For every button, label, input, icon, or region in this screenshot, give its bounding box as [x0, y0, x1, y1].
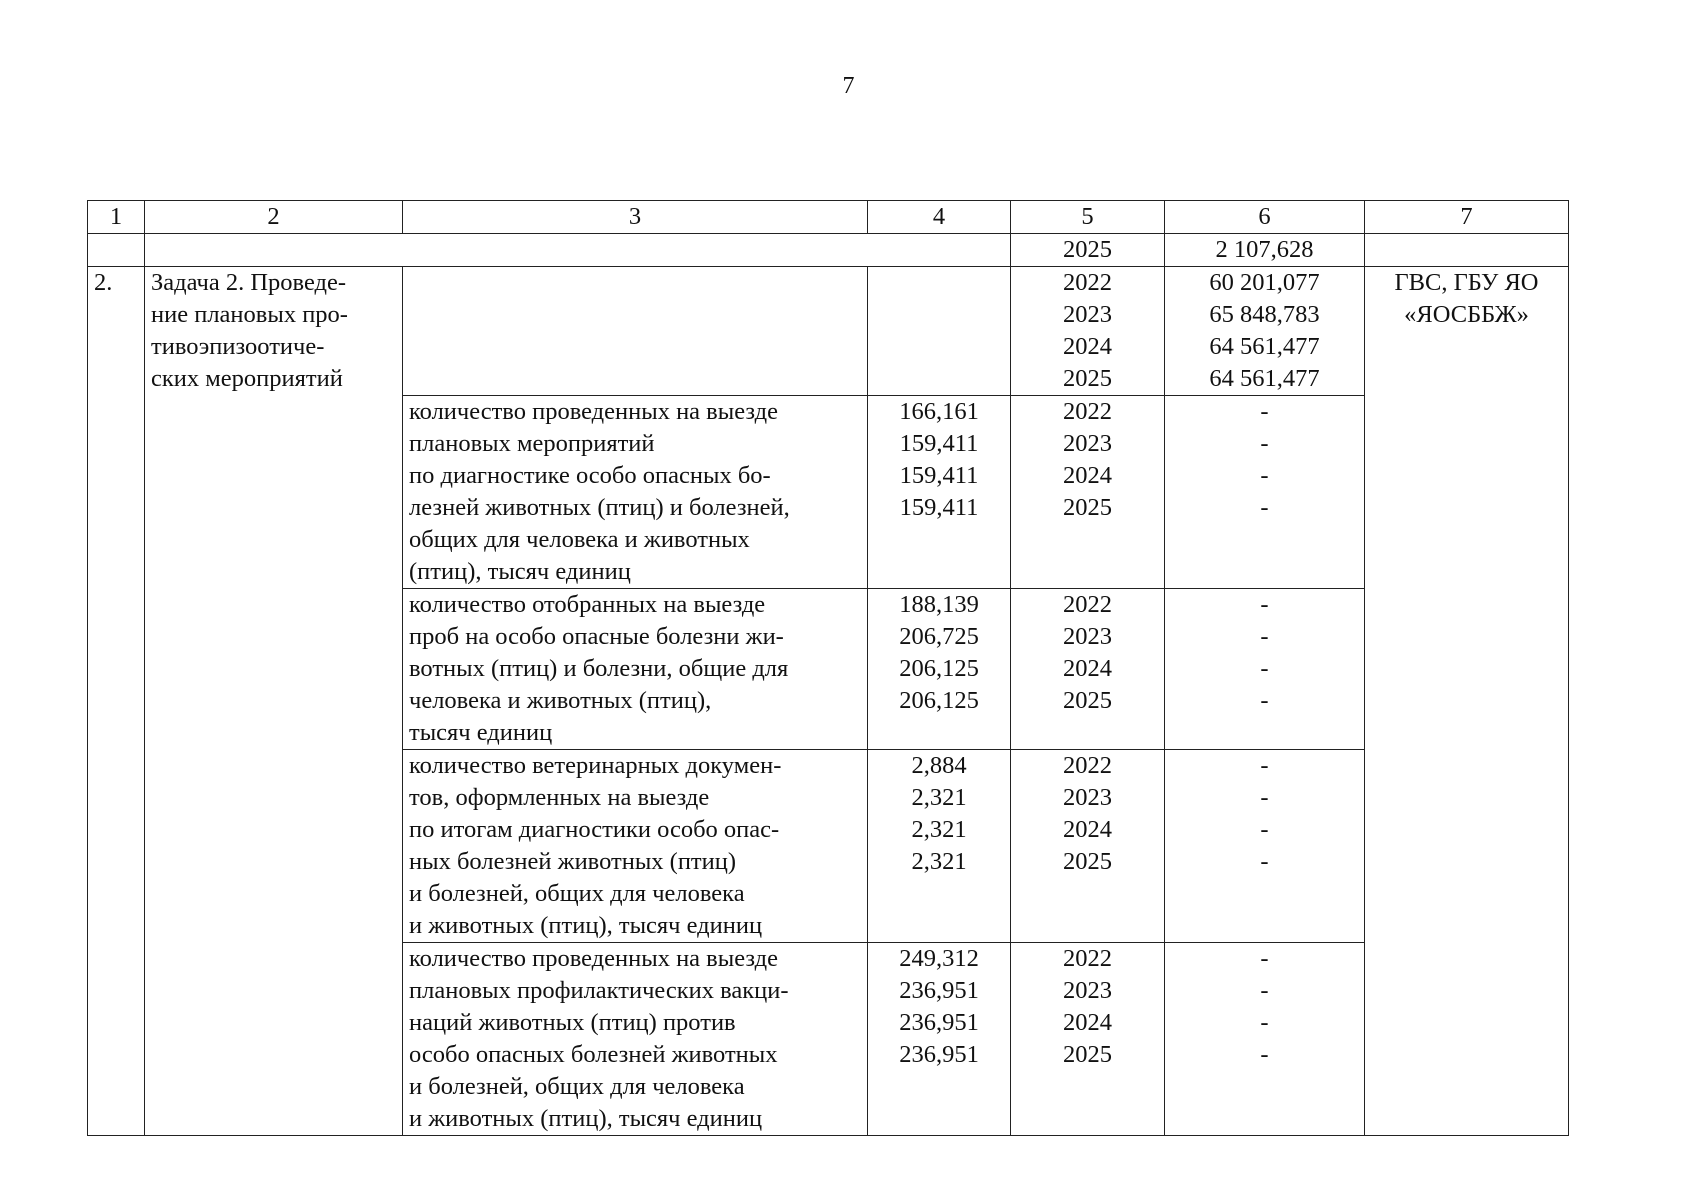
indicator-text: количество отобранных на выезде проб на особо опасные болезни жи- вотных (птиц) и болезни, общие для человека и животных (птиц), тысяч единиц: [403, 589, 868, 750]
header-cell: 1: [88, 201, 145, 234]
indicator-values: 166,161 159,411 159,411 159,411: [868, 396, 1011, 589]
indicator-values: 249,312 236,951 236,951 236,951: [868, 943, 1011, 1136]
empty-cell: [403, 267, 868, 396]
measures-table: [87, 200, 1569, 1136]
indicator-text: количество ветеринарных докумен- тов, оформленных на выезде по итогам диагностики особо опас- ных болезней животных (птиц) и болезней, общих для человека и животных (птиц), тысяч единиц: [403, 750, 868, 943]
indicator-years: 2022 2023 2024 2025: [1011, 750, 1165, 943]
indicator-amounts: - - - -: [1165, 589, 1365, 750]
indicator-text: количество проведенных на выезде плановых профилактических вакци- наций животных (птиц) против особо опасных болезней животных и болезней, общих для человека и животных (птиц), тысяч единиц: [403, 943, 868, 1136]
header-cell: 2: [145, 201, 403, 234]
header-cell: 5: [1011, 201, 1165, 234]
task-name: Задача 2. Проведе- ние плановых про- тивоэпизоотиче- ских мероприятий: [145, 267, 403, 1136]
header-row: [88, 201, 1569, 234]
indicator-amounts: - - - -: [1165, 396, 1365, 589]
page-number: 7: [842, 73, 855, 99]
year-cell: 2025: [1011, 234, 1165, 267]
header-cell: 7: [1365, 201, 1569, 234]
indicator-values: 188,139 206,725 206,125 206,125: [868, 589, 1011, 750]
indicator-years: 2022 2023 2024 2025: [1011, 589, 1165, 750]
header-cell: 6: [1165, 201, 1365, 234]
indicator-text: количество проведенных на выезде плановых мероприятий по диагностике особо опасных бо- лезней животных (птиц) и болезней, общих для человека и животных (птиц), тысяч единиц: [403, 396, 868, 589]
indicator-amounts: - - - -: [1165, 750, 1365, 943]
header-cell: 4: [868, 201, 1011, 234]
task-row: [88, 267, 1569, 396]
task-executor: ГВС, ГБУ ЯО «ЯОСББЖ»: [1365, 267, 1569, 1136]
empty-cell: [145, 234, 1011, 267]
task-years: 2022 2023 2024 2025: [1011, 267, 1165, 396]
indicator-years: 2022 2023 2024 2025: [1011, 943, 1165, 1136]
empty-cell: [88, 234, 145, 267]
empty-cell: [1365, 234, 1569, 267]
indicator-amounts: - - - -: [1165, 943, 1365, 1136]
header-cell: 3: [403, 201, 868, 234]
carry-over-row: [88, 234, 1569, 267]
indicator-years: 2022 2023 2024 2025: [1011, 396, 1165, 589]
task-amounts: 60 201,077 65 848,783 64 561,477 64 561,477: [1165, 267, 1365, 396]
empty-cell: [868, 267, 1011, 396]
task-number: 2.: [88, 267, 145, 1136]
indicator-values: 2,884 2,321 2,321 2,321: [868, 750, 1011, 943]
amount-cell: 2 107,628: [1165, 234, 1365, 267]
